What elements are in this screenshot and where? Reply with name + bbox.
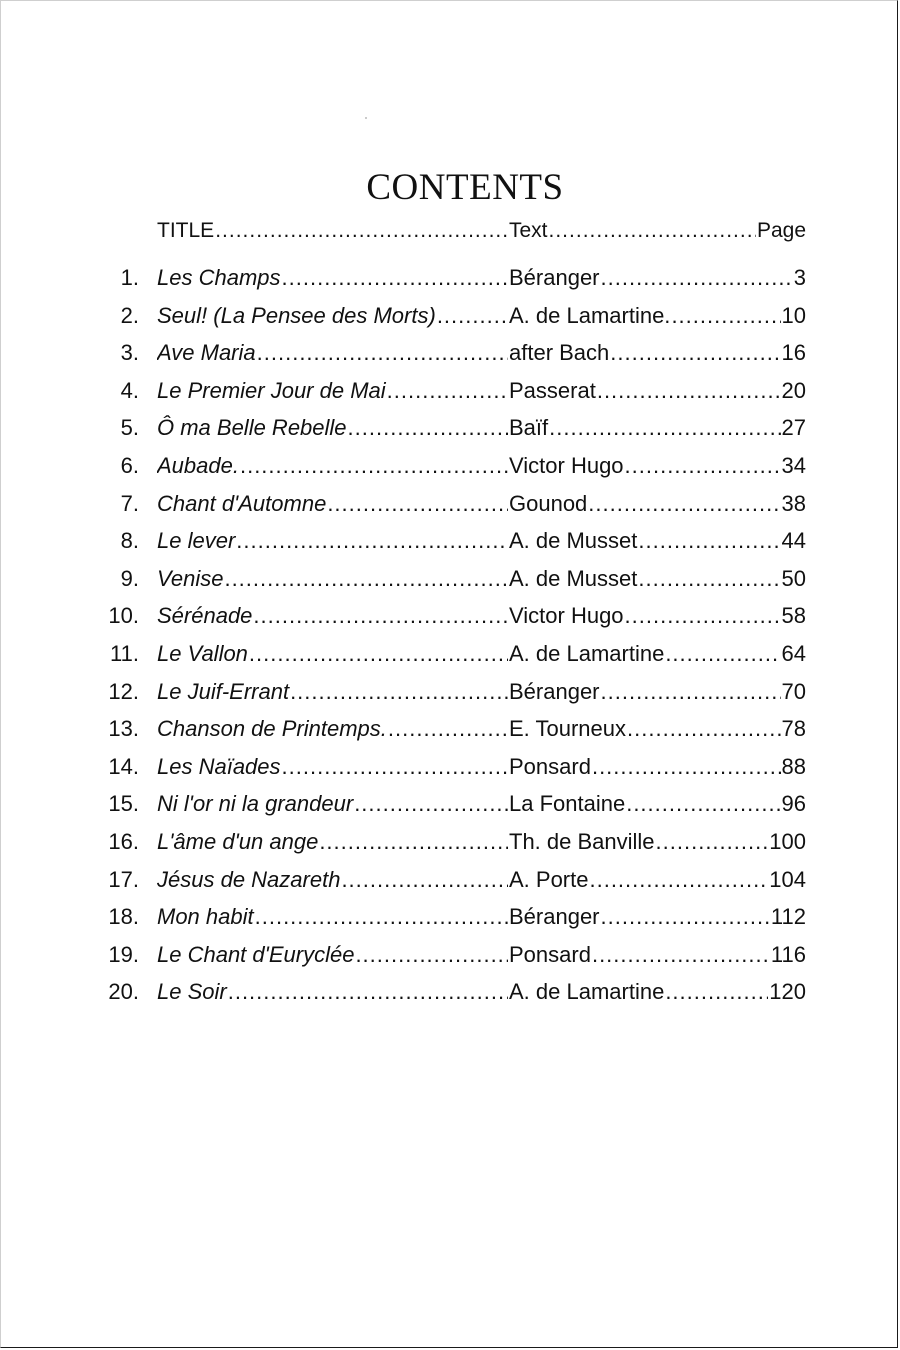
entry-title-col: [157, 453, 509, 479]
entry-text-col: [509, 979, 806, 1005]
entry-text-author: Béranger: [509, 678, 600, 704]
entry-number: 3.: [120, 340, 139, 366]
entry-title-col: [157, 979, 509, 1005]
entry-text-author: Béranger: [509, 904, 600, 930]
entry-number: 8.: [120, 528, 139, 554]
toc-entry[interactable]: [96, 378, 806, 416]
entry-number: 10.: [108, 603, 139, 629]
dot-leader: [549, 219, 756, 243]
entry-title: Seul! (La Pensee des Morts): [157, 302, 436, 328]
dot-leader: [215, 219, 508, 243]
entry-title: Les Naïades: [157, 753, 281, 779]
dot-leader: [601, 679, 781, 705]
entry-text-col: [509, 453, 806, 479]
entry-text-col: [509, 415, 806, 441]
entry-text-author: Victor Hugo: [509, 452, 624, 478]
entry-text-author: La Fontaine: [509, 791, 626, 817]
dot-leader: [656, 829, 769, 855]
entry-number: 20.: [108, 979, 139, 1005]
entry-title-col: [157, 303, 509, 329]
entry-text-author: Gounod: [509, 490, 588, 516]
toc-entry[interactable]: [96, 265, 806, 303]
toc-entry[interactable]: [96, 791, 806, 829]
entry-title: Aubade.: [157, 452, 239, 478]
entry-title: Venise: [157, 565, 224, 591]
entry-text-col: [509, 791, 806, 817]
dot-leader: [638, 528, 780, 554]
entry-title: Chant d'Automne: [157, 490, 327, 516]
entry-number: 14.: [108, 753, 139, 779]
entry-text-author: A. de Lamartine: [509, 979, 665, 1005]
entry-title-col: [157, 566, 509, 592]
dot-leader: [671, 303, 780, 329]
entry-page-number: 88: [781, 753, 806, 779]
entry-text-author: after Bach: [509, 340, 610, 366]
entry-title-col: [157, 491, 509, 517]
toc-entry[interactable]: [96, 340, 806, 378]
dot-leader: [625, 603, 781, 629]
entry-text-col: [509, 829, 806, 855]
entry-text-col: [509, 754, 806, 780]
entry-number: 1.: [120, 265, 139, 290]
entry-title-col: [157, 340, 509, 366]
entry-text-author: Passerat: [509, 377, 596, 403]
entry-title-col: [157, 791, 509, 817]
entry-title-col: [157, 641, 509, 667]
entry-title-col: [157, 716, 509, 742]
entry-page-number: 112: [770, 904, 806, 930]
toc-entry[interactable]: [96, 566, 806, 604]
dot-leader: [354, 791, 508, 817]
dot-leader: [236, 528, 508, 554]
entry-text-col: [509, 340, 806, 366]
entry-text-col: [509, 641, 806, 667]
toc-entry[interactable]: [96, 491, 806, 529]
entry-title: Le Soir: [157, 979, 227, 1005]
entry-title-col: [157, 415, 509, 441]
dot-leader: [626, 791, 780, 817]
dot-leader: [282, 265, 508, 291]
toc-header-row: [96, 219, 806, 265]
entry-page-number: 104: [769, 866, 806, 892]
entry-page-number: 44: [781, 528, 806, 554]
entry-text-author: Ponsard: [509, 753, 591, 779]
page-title: CONTENTS: [366, 166, 564, 208]
entry-number: 15.: [108, 791, 139, 817]
toc-entry[interactable]: [96, 679, 806, 717]
entry-title: Sérénade: [157, 603, 253, 629]
entry-title: Mon habit: [157, 904, 254, 930]
toc-entry[interactable]: [96, 867, 806, 905]
entry-page-number: 70: [781, 678, 806, 704]
entry-text-col: [509, 867, 806, 893]
entry-text-author: A. de Lamartine.: [509, 302, 671, 328]
page-speck: [365, 117, 367, 119]
entry-page-number: 20: [781, 377, 806, 403]
entry-page-number: 78: [781, 716, 806, 742]
entry-number: 13.: [108, 716, 139, 742]
dot-leader: [224, 566, 508, 592]
dot-leader: [597, 378, 781, 404]
toc-entry[interactable]: [96, 603, 806, 641]
entry-page-number: 116: [770, 941, 806, 967]
entry-text-col: [509, 265, 806, 291]
dot-leader: [290, 679, 508, 705]
entry-page-number: 120: [769, 979, 806, 1005]
entry-number: 4.: [120, 377, 139, 403]
toc-header-text-col: [509, 219, 806, 243]
dot-leader: [601, 265, 793, 291]
entry-text-author: Béranger: [509, 265, 600, 290]
entry-page-number: 38: [781, 490, 806, 516]
table-of-contents: [96, 219, 806, 1017]
entry-text-col: [509, 904, 806, 930]
entry-title-col: [157, 904, 509, 930]
entry-title: Le Premier Jour de Mai: [157, 377, 386, 403]
entry-text-author: A. de Lamartine: [509, 640, 665, 666]
header-title-label: TITLE: [157, 219, 215, 242]
entry-title: Ni l'or ni la grandeur: [157, 791, 354, 817]
dot-leader: [387, 378, 508, 404]
entry-title: Ô ma Belle Rebelle: [157, 415, 347, 441]
entry-title-col: [157, 867, 509, 893]
dot-leader: [348, 415, 508, 441]
entry-text-author: Th. de Banville: [509, 828, 655, 854]
entry-text-col: [509, 679, 806, 705]
entry-text-author: Ponsard: [509, 941, 591, 967]
entry-title-col: [157, 528, 509, 554]
entry-text-author: Victor Hugo: [509, 603, 624, 629]
toc-entry[interactable]: [96, 829, 806, 867]
toc-entry[interactable]: [96, 641, 806, 679]
dot-leader: [665, 979, 768, 1005]
entry-text-col: [509, 603, 806, 629]
entry-page-number: 58: [781, 603, 806, 629]
dot-leader: [327, 491, 508, 517]
entry-title: Les Champs: [157, 265, 281, 290]
entry-page-number: 34: [781, 452, 806, 478]
toc-entry[interactable]: [96, 415, 806, 453]
toc-entries: [96, 265, 806, 1017]
entry-title-col: [157, 265, 509, 291]
entry-text-col: [509, 566, 806, 592]
entry-title: Le lever: [157, 528, 236, 554]
entry-page-number: 16: [781, 340, 806, 366]
entry-title: Ave Maria: [157, 340, 256, 366]
entry-text-author: Baïf: [509, 415, 549, 441]
entry-number: 12.: [108, 678, 139, 704]
entry-page-number: 100: [769, 828, 806, 854]
entry-title-col: [157, 754, 509, 780]
dot-leader: [589, 867, 768, 893]
entry-title: Chanson de Printemps.: [157, 716, 387, 742]
entry-page-number: 64: [781, 640, 806, 666]
toc-entry[interactable]: [96, 942, 806, 980]
toc-entry[interactable]: [96, 904, 806, 942]
toc-entry[interactable]: [96, 528, 806, 566]
dot-leader: [610, 340, 780, 366]
entry-number: 11.: [110, 640, 139, 666]
entry-number: 16.: [108, 828, 139, 854]
entry-title: Le Chant d'Euryclée: [157, 941, 355, 967]
entry-title: Le Vallon: [157, 640, 248, 666]
dot-leader: [255, 904, 508, 930]
entry-number: 7.: [120, 490, 139, 516]
entry-title-col: [157, 829, 509, 855]
entry-title: Jésus de Nazareth: [157, 866, 341, 892]
entry-text-col: [509, 942, 806, 968]
dot-leader: [257, 340, 508, 366]
entry-title: Le Juif-Errant: [157, 678, 290, 704]
entry-number: 18.: [108, 904, 139, 930]
dot-leader: [240, 453, 508, 479]
entry-text-col: [509, 716, 806, 742]
dot-leader: [249, 641, 508, 667]
entry-text-col: [509, 491, 806, 517]
entry-title-col: [157, 679, 509, 705]
entry-number: 2.: [120, 302, 139, 328]
dot-leader: [388, 716, 508, 742]
entry-text-author: A. de Musset: [509, 565, 638, 591]
entry-page-number: 27: [781, 415, 806, 441]
dot-leader: [341, 867, 508, 893]
entry-text-author: E. Tourneux: [509, 716, 627, 742]
dot-leader: [282, 754, 508, 780]
entry-text-col: [509, 303, 806, 329]
entry-number: 9.: [120, 565, 139, 591]
dot-leader: [549, 415, 780, 441]
toc-entry[interactable]: [96, 979, 806, 1017]
entry-text-col: [509, 378, 806, 404]
dot-leader: [627, 716, 781, 742]
toc-entry[interactable]: [96, 453, 806, 491]
dot-leader: [588, 491, 780, 517]
dot-leader: [592, 942, 770, 968]
toc-entry[interactable]: [96, 303, 806, 341]
entry-text-author: A. de Musset: [509, 528, 638, 554]
dot-leader: [437, 303, 508, 329]
header-text-label: Text: [509, 219, 548, 242]
entry-number: 5.: [120, 415, 139, 441]
dot-leader: [355, 942, 508, 968]
dot-leader: [665, 641, 780, 667]
toc-header-title-col: [157, 219, 509, 243]
entry-page-number: 3: [793, 265, 806, 290]
dot-leader: [638, 566, 780, 592]
dot-leader: [228, 979, 508, 1005]
entry-title-col: [157, 603, 509, 629]
dot-leader: [601, 904, 770, 930]
entry-number: 6.: [120, 452, 139, 478]
dot-leader: [319, 829, 508, 855]
entry-text-col: [509, 528, 806, 554]
header-page-label: Page: [756, 219, 806, 242]
entry-number: 19.: [108, 941, 139, 967]
toc-entry[interactable]: [96, 716, 806, 754]
entry-number: 17.: [108, 866, 139, 892]
entry-title: L'âme d'un ange: [157, 828, 319, 854]
dot-leader: [592, 754, 781, 780]
entry-text-author: A. Porte: [509, 866, 589, 892]
entry-page-number: 10: [781, 302, 806, 328]
toc-entry[interactable]: [96, 754, 806, 792]
entry-page-number: 96: [781, 791, 806, 817]
entry-title-col: [157, 378, 509, 404]
dot-leader: [625, 453, 781, 479]
entry-title-col: [157, 942, 509, 968]
entry-page-number: 50: [781, 565, 806, 591]
dot-leader: [253, 603, 508, 629]
